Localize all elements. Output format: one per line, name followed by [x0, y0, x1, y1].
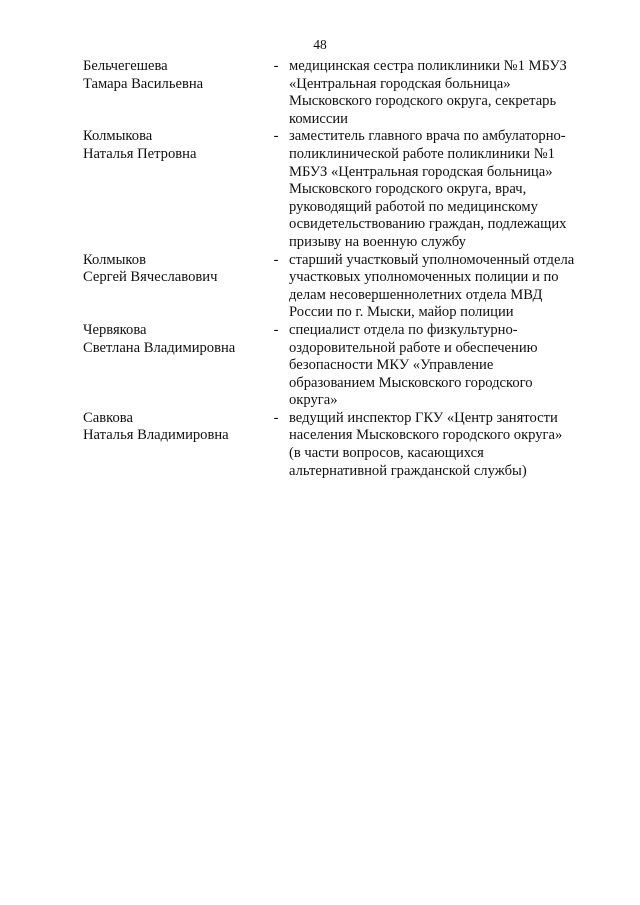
position-line: призыву на военную службу: [289, 233, 466, 250]
position-line: безопасности МКУ «Управление: [289, 357, 494, 374]
position-line: «Центральная городская больница»: [289, 75, 511, 92]
separator-dash: -: [273, 128, 279, 145]
position-line: освидетельствованию граждан, подлежащих: [289, 216, 567, 233]
position-line: участковых уполномоченных полиции и по: [289, 269, 559, 286]
member-entry: [83, 58, 598, 128]
position-line: МБУЗ «Центральная городская больница»: [289, 163, 553, 180]
position-line: (в части вопросов, касающихся: [289, 445, 484, 462]
position-line: заместитель главного врача по амбулаторно-: [289, 128, 566, 145]
member-surname: Червякова: [83, 321, 147, 338]
position-line: Мысковского городского округа, секретарь: [289, 93, 557, 110]
position-line: делам несовершеннолетних отдела МВД: [289, 286, 543, 303]
member-given-names: Наталья Владимировна: [83, 427, 229, 444]
position-line: медицинская сестра поликлиники №1 МБУЗ: [289, 58, 567, 74]
position-line: оздоровительной работе и обеспечению: [289, 339, 538, 356]
separator-dash: -: [273, 321, 279, 338]
page-number: 48: [313, 37, 327, 52]
member-entry: [83, 322, 598, 410]
member-given-names: Тамара Васильевна: [83, 75, 204, 92]
member-given-names: Наталья Петровна: [83, 145, 197, 162]
member-surname: Савкова: [83, 409, 133, 426]
member-position: [289, 410, 598, 480]
member-position: [289, 322, 598, 410]
position-line: округа»: [289, 392, 338, 409]
position-line: образованием Мысковского городского: [289, 374, 533, 391]
member-position: [289, 252, 598, 322]
position-line: специалист отдела по физкультурно-: [289, 321, 518, 338]
separator-dash: -: [273, 409, 279, 426]
position-line: России по г. Мыски, майор полиции: [289, 304, 514, 321]
position-line: Мысковского городского округа, врач,: [289, 181, 527, 198]
member-surname: Бельчегешева: [83, 58, 168, 74]
separator-dash: -: [273, 58, 279, 74]
position-line: населения Мысковского городского округа»: [289, 427, 563, 444]
position-line: ведущий инспектор ГКУ «Центр занятости: [289, 409, 558, 426]
member-entry: [83, 252, 598, 322]
position-line: альтернативной гражданской службы): [289, 462, 527, 479]
separator-dash: -: [273, 251, 279, 268]
member-name: [83, 252, 263, 322]
position-line: старший участковый уполномоченный отдела: [289, 251, 575, 268]
member-given-names: Светлана Владимировна: [83, 339, 236, 356]
member-name: [83, 128, 263, 251]
position-line: комиссии: [289, 110, 348, 127]
commission-member-list: [83, 58, 598, 480]
member-name: [83, 58, 263, 128]
member-name: [83, 410, 263, 480]
member-given-names: Сергей Вячеславович: [83, 269, 218, 286]
member-entry: [83, 128, 598, 251]
member-position: [289, 128, 598, 251]
member-surname: Колмыкова: [83, 128, 153, 145]
position-line: поликлинической работе поликлиники №1: [289, 145, 555, 162]
member-name: [83, 322, 263, 410]
member-surname: Колмыков: [83, 251, 146, 268]
position-line: руководящий работой по медицинскому: [289, 198, 538, 215]
member-entry: [83, 410, 598, 480]
member-position: [289, 58, 598, 128]
